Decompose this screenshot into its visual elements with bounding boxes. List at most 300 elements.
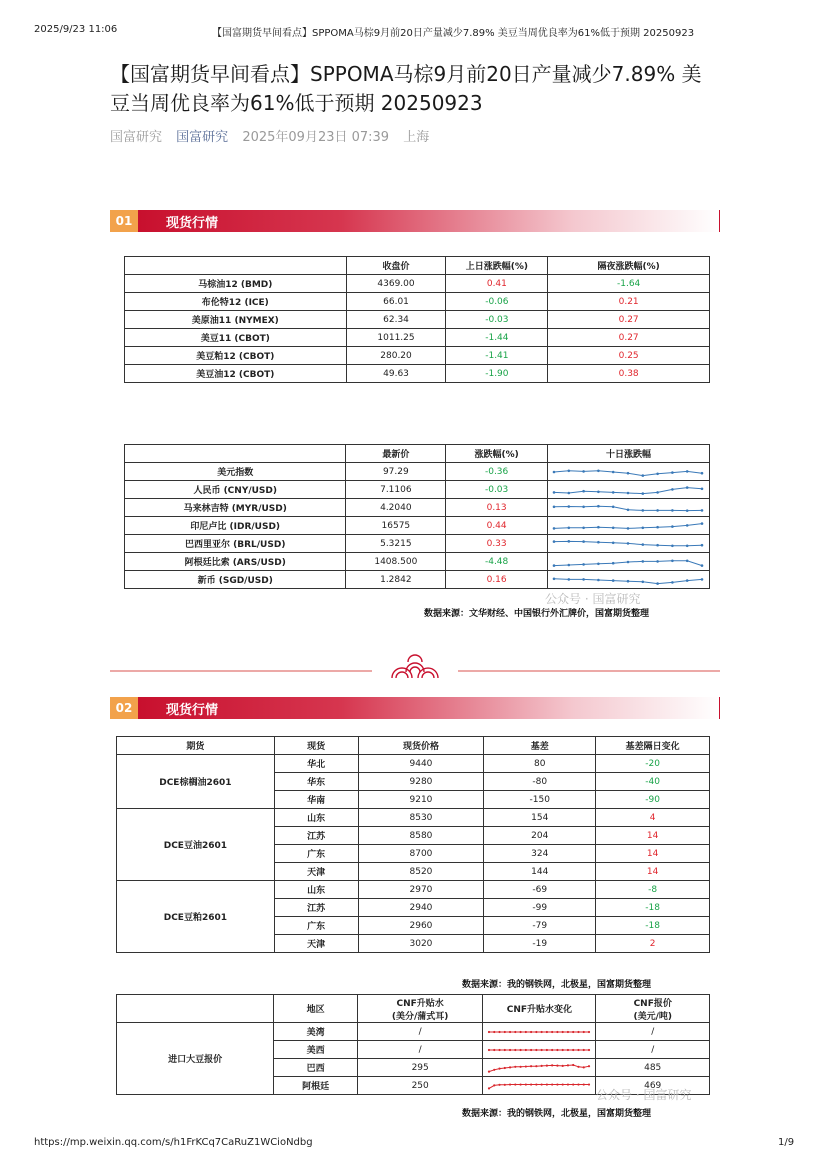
page-title: 【国富期货早间看点】SPPOMA马棕9月前20日产量减少7.89% 美豆当周优良率为61%低于预期 20250923 xyxy=(110,62,702,115)
section-header-2 xyxy=(110,697,720,719)
latest-price: 1408.500 xyxy=(346,553,446,571)
sparkline-point xyxy=(573,1030,575,1032)
fx-table xyxy=(124,444,710,589)
overnight-change: 0.27 xyxy=(548,311,710,329)
basis-change: -20 xyxy=(596,755,710,773)
table-row xyxy=(125,347,710,365)
cnf-premium-trend xyxy=(483,1023,596,1041)
spot-region: 广东 xyxy=(274,845,358,863)
basis: -80 xyxy=(484,773,596,791)
ten-day-trend xyxy=(547,463,709,481)
cnf-premium-trend xyxy=(483,1059,596,1077)
table-row xyxy=(117,881,710,899)
basis-change: 2 xyxy=(596,935,710,953)
sparkline-point xyxy=(686,470,689,473)
sparkline-point xyxy=(578,1083,580,1085)
spot-region: 江苏 xyxy=(274,899,358,917)
sparkline-point xyxy=(515,1083,517,1085)
sparkline-point xyxy=(701,543,704,546)
sparkline-point xyxy=(656,525,659,528)
spot-price: 8530 xyxy=(358,809,484,827)
sparkline-point xyxy=(641,509,644,512)
latest-price: 4.2040 xyxy=(346,499,446,517)
sparkline-point xyxy=(597,504,600,507)
sparkline-point xyxy=(656,491,659,494)
sparkline-point xyxy=(488,1087,490,1089)
sparkline xyxy=(550,464,706,480)
sparkline-point xyxy=(557,1083,559,1085)
sparkline-point xyxy=(553,540,556,543)
section-number: 01 xyxy=(110,210,138,232)
sparkline-point xyxy=(551,1064,553,1066)
sparkline-point xyxy=(494,1068,496,1070)
table-row xyxy=(125,293,710,311)
sparkline-point xyxy=(671,525,674,528)
print-datetime: 2025/9/23 11:06 xyxy=(34,24,118,35)
sparkline-point xyxy=(582,578,585,581)
column-header: 期货 xyxy=(117,737,275,755)
close-price: 49.63 xyxy=(346,365,446,383)
sparkline-point xyxy=(557,1030,559,1032)
sparkline-point xyxy=(573,1063,575,1065)
sparkline-point xyxy=(515,1030,517,1032)
sparkline-point xyxy=(509,1048,511,1050)
section-number: 02 xyxy=(110,697,138,719)
basis: -99 xyxy=(484,899,596,917)
sparkline-point xyxy=(656,560,659,563)
publish-location: 上海 xyxy=(403,130,430,145)
sparkline-point xyxy=(562,1083,564,1085)
sparkline-point xyxy=(525,1083,527,1085)
sparkline-point xyxy=(641,526,644,529)
sparkline-point xyxy=(671,544,674,547)
column-header: 地区 xyxy=(274,995,358,1023)
origin-region: 美西 xyxy=(274,1041,358,1059)
sparkline-point xyxy=(671,471,674,474)
column-header: CNF升贴水 (美分/蒲式耳) xyxy=(357,995,483,1023)
sparkline-point xyxy=(686,559,689,562)
table-row xyxy=(125,275,710,293)
sparkline-point xyxy=(641,560,644,563)
overnight-change: 0.21 xyxy=(548,293,710,311)
column-header: 涨跌幅(%) xyxy=(446,445,548,463)
currency-name: 印尼卢比 (IDR/USD) xyxy=(125,517,346,535)
sparkline-point xyxy=(641,474,644,477)
sparkline-point xyxy=(641,580,644,583)
spot-region: 山东 xyxy=(274,881,358,899)
basis-change: 14 xyxy=(596,827,710,845)
sparkline-point xyxy=(530,1030,532,1032)
sparkline-point xyxy=(597,469,600,472)
sparkline xyxy=(550,572,706,588)
prev-day-change: -1.90 xyxy=(446,365,548,383)
spot-region: 华东 xyxy=(274,773,358,791)
futures-contract: DCE豆油2601 xyxy=(117,809,275,881)
cnf-premium-trend xyxy=(483,1041,596,1059)
currency-name: 阿根廷比索 (ARS/USD) xyxy=(125,553,346,571)
sparkline-point xyxy=(525,1065,527,1067)
import-soybean-label: 进口大豆报价 xyxy=(117,1023,274,1095)
sparkline-point xyxy=(562,1064,564,1066)
cnf-premium: 250 xyxy=(357,1077,483,1095)
spot-region: 华南 xyxy=(274,791,358,809)
price-change: 0.13 xyxy=(446,499,548,517)
sparkline-point xyxy=(686,509,689,512)
sparkline-point xyxy=(582,563,585,566)
sparkline-point xyxy=(520,1083,522,1085)
basis-change: -18 xyxy=(596,899,710,917)
spot-region: 天津 xyxy=(274,935,358,953)
column-header: CNF报价 (美元/吨) xyxy=(596,995,710,1023)
price-change: -0.36 xyxy=(446,463,548,481)
sparkline-point xyxy=(701,522,704,525)
price-change: 0.44 xyxy=(446,517,548,535)
sparkline-point xyxy=(627,471,630,474)
sparkline-point xyxy=(567,540,570,543)
ten-day-trend xyxy=(547,571,709,589)
sparkline-point xyxy=(541,1030,543,1032)
sparkline-point xyxy=(530,1048,532,1050)
table-row xyxy=(125,517,710,535)
sparkline-point xyxy=(530,1083,532,1085)
watermark: 公众号 · 国富研究 xyxy=(596,1088,692,1102)
sparkline xyxy=(550,482,706,498)
column-header: 上日涨跌幅(%) xyxy=(446,257,548,275)
sparkline-point xyxy=(567,1064,569,1066)
sparkline-point xyxy=(546,1048,548,1050)
sparkline-point xyxy=(553,505,556,508)
sparkline-point xyxy=(701,471,704,474)
sparkline-point xyxy=(499,1067,501,1069)
sparkline-point xyxy=(525,1030,527,1032)
price-change: 0.33 xyxy=(446,535,548,553)
sparkline-point xyxy=(588,1048,590,1050)
instrument-name: 美豆粕12 (CBOT) xyxy=(125,347,347,365)
column-header: 最新价 xyxy=(346,445,446,463)
spot-price: 2960 xyxy=(358,917,484,935)
sparkline-point xyxy=(551,1030,553,1032)
instrument-name: 布伦特12 (ICE) xyxy=(125,293,347,311)
sparkline-point xyxy=(520,1048,522,1050)
sparkline-point xyxy=(567,491,570,494)
cnf-premium: / xyxy=(357,1023,483,1041)
price-change: -4.48 xyxy=(446,553,548,571)
sparkline-point xyxy=(488,1070,490,1072)
sparkline-point xyxy=(557,1064,559,1066)
sparkline-point xyxy=(588,1030,590,1032)
sparkline-point xyxy=(567,1048,569,1050)
sparkline-point xyxy=(509,1083,511,1085)
sparkline-point xyxy=(553,577,556,580)
column-header: 收盘价 xyxy=(346,257,446,275)
cnf-premium-trend xyxy=(483,1077,596,1095)
sparkline-point xyxy=(582,540,585,543)
spot-region: 山东 xyxy=(274,809,358,827)
sparkline-point xyxy=(553,491,556,494)
sparkline-point xyxy=(701,578,704,581)
basis-table xyxy=(116,736,710,953)
sparkline-point xyxy=(612,491,615,494)
soybean-import-table xyxy=(116,994,710,1095)
spot-price: 8520 xyxy=(358,863,484,881)
spot-region: 华北 xyxy=(274,755,358,773)
column-header: 现货价格 xyxy=(358,737,484,755)
sparkline-point xyxy=(509,1066,511,1068)
instrument-name: 美豆11 (CBOT) xyxy=(125,329,347,347)
sparkline-point xyxy=(509,1030,511,1032)
spot-region: 江苏 xyxy=(274,827,358,845)
basis-change: 14 xyxy=(596,863,710,881)
cnf-quote: 469 xyxy=(596,1077,710,1095)
sparkline-point xyxy=(530,1065,532,1067)
sparkline-point xyxy=(612,470,615,473)
sparkline-point xyxy=(546,1083,548,1085)
sparkline-point xyxy=(583,1083,585,1085)
sparkline-point xyxy=(656,472,659,475)
overnight-change: 0.38 xyxy=(548,365,710,383)
futures-table xyxy=(124,256,710,383)
sparkline xyxy=(550,500,706,516)
column-header: CNF升贴水变化 xyxy=(483,995,596,1023)
sparkline-point xyxy=(541,1083,543,1085)
basis-change: -18 xyxy=(596,917,710,935)
sparkline-point xyxy=(536,1030,538,1032)
sparkline-point xyxy=(567,469,570,472)
column-header: 基差隔日变化 xyxy=(596,737,710,755)
price-change: -0.03 xyxy=(446,481,548,499)
column-header xyxy=(125,257,347,275)
sparkline-point xyxy=(573,1048,575,1050)
sparkline-point xyxy=(536,1083,538,1085)
sparkline xyxy=(550,536,706,552)
instrument-name: 马棕油12 (BMD) xyxy=(125,275,347,293)
sparkline-point xyxy=(597,490,600,493)
basis-change: 4 xyxy=(596,809,710,827)
column-header xyxy=(125,445,346,463)
section-title: 现货行情 xyxy=(138,697,719,719)
article-meta xyxy=(110,126,439,145)
basis: 324 xyxy=(484,845,596,863)
sparkline-point xyxy=(515,1065,517,1067)
origin-region: 巴西 xyxy=(274,1059,358,1077)
spot-price: 9210 xyxy=(358,791,484,809)
sparkline-point xyxy=(701,564,704,567)
sparkline-point xyxy=(553,527,556,530)
sparkline-point xyxy=(551,1048,553,1050)
sparkline-point xyxy=(499,1083,501,1085)
sparkline-point xyxy=(656,582,659,585)
sparkline-point xyxy=(627,579,630,582)
sparkline-point xyxy=(641,543,644,546)
sparkline-point xyxy=(504,1066,506,1068)
ten-day-trend xyxy=(547,481,709,499)
data-source-1: 数据来源：文华财经、中国银行外汇牌价，国富期货整理 xyxy=(424,609,650,619)
footer-url[interactable]: https://mp.weixin.qq.com/s/h1FrKCq7CaRuZ1WCioNdbg xyxy=(34,1137,313,1148)
cnf-premium: 295 xyxy=(357,1059,483,1077)
spot-price: 8700 xyxy=(358,845,484,863)
table-row xyxy=(125,553,710,571)
sparkline-point xyxy=(656,509,659,512)
sparkline-point xyxy=(499,1048,501,1050)
sparkline-point xyxy=(562,1048,564,1050)
section-title: 现货行情 xyxy=(138,210,719,232)
overnight-change: -1.64 xyxy=(548,275,710,293)
sparkline-point xyxy=(686,486,689,489)
column-header xyxy=(117,995,274,1023)
ten-day-trend xyxy=(547,535,709,553)
table-row xyxy=(125,499,710,517)
basis: -69 xyxy=(484,881,596,899)
sparkline-point xyxy=(541,1064,543,1066)
sparkline-point xyxy=(582,489,585,492)
close-price: 66.01 xyxy=(346,293,446,311)
latest-price: 1.2842 xyxy=(346,571,446,589)
sparkline-point xyxy=(567,1030,569,1032)
overnight-change: 0.27 xyxy=(548,329,710,347)
sparkline-point xyxy=(597,525,600,528)
prev-day-change: -0.06 xyxy=(446,293,548,311)
sparkline-point xyxy=(582,526,585,529)
basis-change: -40 xyxy=(596,773,710,791)
spot-region: 广东 xyxy=(274,917,358,935)
basis: 80 xyxy=(484,755,596,773)
sparkline-point xyxy=(578,1048,580,1050)
futures-contract: DCE豆粕2601 xyxy=(117,881,275,953)
latest-price: 7.1106 xyxy=(346,481,446,499)
basis-change: -90 xyxy=(596,791,710,809)
spot-price: 2940 xyxy=(358,899,484,917)
table-row xyxy=(117,755,710,773)
sparkline-point xyxy=(583,1048,585,1050)
table-row xyxy=(117,809,710,827)
sparkline-point xyxy=(494,1084,496,1086)
sparkline-point xyxy=(494,1030,496,1032)
sparkline-point xyxy=(515,1048,517,1050)
sparkline-point xyxy=(597,578,600,581)
latest-price: 97.29 xyxy=(346,463,446,481)
page-number: 1/9 xyxy=(778,1137,795,1148)
sparkline-point xyxy=(546,1030,548,1032)
sparkline-point xyxy=(546,1064,548,1066)
sparkline-point xyxy=(582,470,585,473)
table-row xyxy=(117,1023,710,1041)
currency-name: 马来林吉特 (MYR/USD) xyxy=(125,499,346,517)
basis: 154 xyxy=(484,809,596,827)
prev-day-change: -1.41 xyxy=(446,347,548,365)
sparkline-point xyxy=(627,560,630,563)
sparkline xyxy=(485,1060,593,1076)
spot-price: 3020 xyxy=(358,935,484,953)
sparkline xyxy=(550,518,706,534)
spot-price: 9280 xyxy=(358,773,484,791)
price-change: 0.16 xyxy=(446,571,548,589)
spot-price: 8580 xyxy=(358,827,484,845)
cnf-quote: / xyxy=(596,1023,710,1041)
basis: 204 xyxy=(484,827,596,845)
table-row xyxy=(125,481,710,499)
sparkline-point xyxy=(612,505,615,508)
sparkline-point xyxy=(562,1030,564,1032)
sparkline-point xyxy=(504,1083,506,1085)
sparkline-point xyxy=(536,1065,538,1067)
sparkline-point xyxy=(588,1083,590,1085)
sparkline-point xyxy=(671,581,674,584)
sparkline-point xyxy=(627,508,630,511)
sparkline-point xyxy=(573,1083,575,1085)
prev-day-change: -1.44 xyxy=(446,329,548,347)
sparkline-point xyxy=(578,1030,580,1032)
sparkline-point xyxy=(504,1048,506,1050)
section-divider xyxy=(110,650,720,680)
sparkline-point xyxy=(488,1030,490,1032)
basis: -79 xyxy=(484,917,596,935)
sparkline-point xyxy=(641,492,644,495)
latest-price: 5.3215 xyxy=(346,535,446,553)
table-row xyxy=(125,571,710,589)
currency-name: 巴西里亚尔 (BRL/USD) xyxy=(125,535,346,553)
ten-day-trend xyxy=(547,499,709,517)
sparkline-point xyxy=(612,579,615,582)
sparkline-point xyxy=(541,1048,543,1050)
sparkline-point xyxy=(597,540,600,543)
basis: -19 xyxy=(484,935,596,953)
sparkline-point xyxy=(567,563,570,566)
spot-price: 9440 xyxy=(358,755,484,773)
overnight-change: 0.25 xyxy=(548,347,710,365)
sparkline-point xyxy=(567,1083,569,1085)
cnf-quote: / xyxy=(596,1041,710,1059)
instrument-name: 美原油11 (NYMEX) xyxy=(125,311,347,329)
sparkline-point xyxy=(671,488,674,491)
data-source-3: 数据来源：我的钢铁网，北极星，国富期货整理 xyxy=(462,1109,652,1119)
table-row xyxy=(125,365,710,383)
sparkline-point xyxy=(553,470,556,473)
sparkline-point xyxy=(686,544,689,547)
currency-name: 新币 (SGD/USD) xyxy=(125,571,346,589)
sparkline xyxy=(485,1042,593,1058)
column-header: 隔夜涨跌幅(%) xyxy=(548,257,710,275)
latest-price: 16575 xyxy=(346,517,446,535)
data-source-2: 数据来源：我的钢铁网，北极星，国富期货整理 xyxy=(462,980,652,990)
column-header: 现货 xyxy=(274,737,358,755)
origin-region: 阿根廷 xyxy=(274,1077,358,1095)
origin-region: 美湾 xyxy=(274,1023,358,1041)
currency-name: 美元指数 xyxy=(125,463,346,481)
sparkline xyxy=(550,554,706,570)
close-price: 62.34 xyxy=(346,311,446,329)
account-link[interactable]: 国富研究 xyxy=(176,130,229,145)
sparkline-point xyxy=(567,526,570,529)
sparkline-point xyxy=(597,562,600,565)
sparkline xyxy=(485,1024,593,1040)
sparkline-point xyxy=(499,1030,501,1032)
cnf-quote: 485 xyxy=(596,1059,710,1077)
sparkline-point xyxy=(686,579,689,582)
sparkline-point xyxy=(520,1030,522,1032)
sparkline-point xyxy=(583,1066,585,1068)
currency-name: 人民币 (CNY/USD) xyxy=(125,481,346,499)
watermark: 公众号 · 国富研究 xyxy=(545,592,641,606)
sparkline-point xyxy=(582,505,585,508)
basis-change: 14 xyxy=(596,845,710,863)
publish-date: 2025年09月23日 07:39 xyxy=(242,130,390,145)
sparkline-point xyxy=(671,559,674,562)
table-row xyxy=(125,329,710,347)
sparkline-point xyxy=(551,1083,553,1085)
prev-day-change: 0.41 xyxy=(446,275,548,293)
sparkline-point xyxy=(488,1048,490,1050)
futures-contract: DCE棕榈油2601 xyxy=(117,755,275,809)
